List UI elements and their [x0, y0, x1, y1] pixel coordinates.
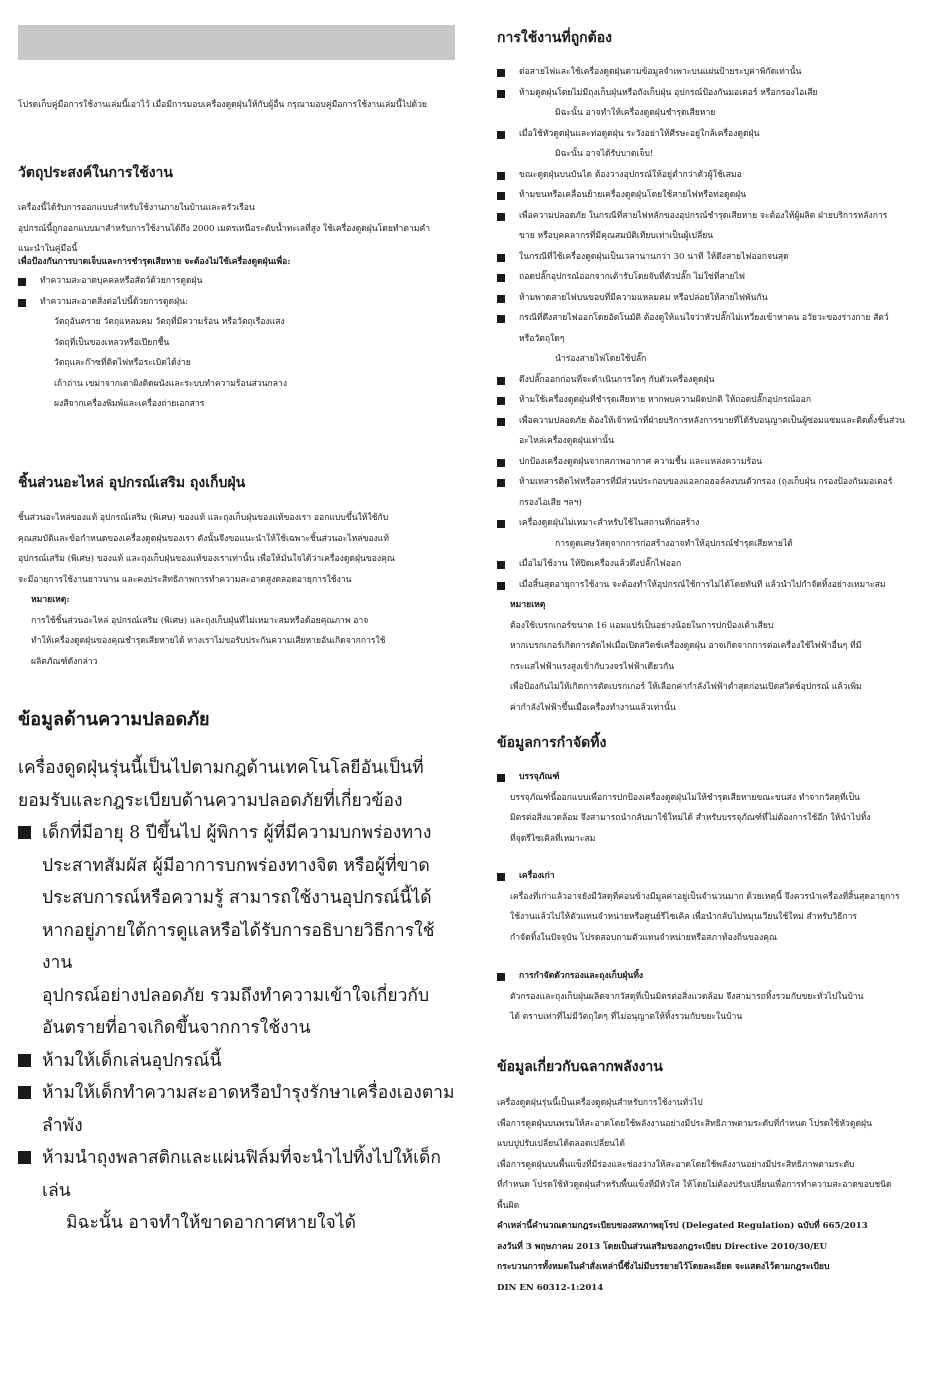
list-item: [18, 271, 455, 292]
intro-paragraph: โปรดเก็บคู่มือการใช้งานเล่มนี้เอาไว้ เมื่อมีการมอบเครื่องดูดฝุ่นให้กับผู้อื่น กรุณามอบคู่มือการใช้งานเล่มนี้ไปด้วย: [18, 100, 427, 110]
bullet-line: ประสบการณ์หรือความรู้ สามารถใช้งานอุปกรณ์นี้ได้: [42, 888, 432, 908]
list-item-text: ห้ามพาดสายไฟบนขอบที่มีความแหลมคม หรือปล่อยให้สายไฟพันกัน: [519, 292, 768, 303]
parts-line: อุปกรณ์เสริม (พิเศษ) ของแท้ และถุงเก็บฝุ่นของแท้ของเราเท่านั้น เพื่อให้มั่นใจได้ว่าเครื่องดูดฝุ่นของคุณ: [18, 554, 395, 564]
list-item-subtext: การดูดเศษวัสดุจากการก่อสร้างอาจทำให้อุปกรณ์ชำรุดเสียหายได้: [555, 538, 793, 549]
note-line: ผลิตภัณฑ์ดังกล่าว: [31, 656, 98, 667]
sub-item: วัตถุที่เป็นของเหลวหรือเปียกชื้น: [54, 337, 170, 348]
safety-intro-line: ยอมรับและกฎระเบียบด้านความปลอดภัยที่เกี่ยวข้อง: [18, 790, 403, 811]
list-item: [497, 267, 934, 288]
note-line: ต้องใช้เบรกเกอร์ขนาด 16 แอมแปร์เป็นอย่างน้อยในการปกป้องเต้าเสียบ: [510, 620, 774, 631]
sub-item: วัตถุอันตราย วัตถุแหลมคม วัตถุที่มีความร้อน หรือวัตถุเรืองแสง: [54, 317, 285, 327]
parts-text: [18, 508, 455, 672]
safety-bullet: [18, 1045, 455, 1078]
old-device-line: ใช้งานแล้วไปให้ตัวแทนจำหน่ายหรือศูนย์รีไซเคิล เพื่อนำกลับไปหมุนเวียนใช้ใหม่ สำหรับวิธีการ: [510, 912, 858, 922]
purpose-heading: วัตถุประสงค์ในการใช้งาน: [18, 165, 173, 181]
note-label: หมายเหตุ:: [31, 595, 70, 605]
bullet-square-icon: [497, 90, 505, 98]
bullet-square-icon: [497, 254, 505, 262]
filters-line: ได้ ตราบเท่าที่ไม่มีวัตถุใดๆ ที่ไม่อนุญาตให้ทิ้งรวมกับขยะในบ้าน: [510, 1012, 743, 1022]
note-line: หากเบรกเกอร์เกิดการตัดไฟเมื่อเปิดสวิตช์เครื่องดูดฝุ่น อาจเกิดจากการต่อเครื่องใช้ไฟฟ้าอื่นๆ ที่มี: [510, 641, 862, 651]
bullet-square-icon: [18, 1086, 31, 1099]
energy-heading: ข้อมูลเกี่ยวกับฉลากพลังงาน: [497, 1059, 663, 1075]
bullet-square-icon: [497, 315, 505, 323]
bullet-square-icon: [497, 561, 505, 569]
sub-item: วัตถุและก๊าซที่ติดไฟหรือระเบิดได้ง่าย: [54, 358, 191, 368]
bullet-square-icon: [497, 213, 505, 221]
parts-line: ชิ้นส่วนอะไหล่ของแท้ อุปกรณ์เสริม (พิเศษ) ของแท้ และถุงเก็บฝุ่นของแท้ของเรา ออกแบบขึ้นให้ใช้กับ: [18, 513, 389, 523]
list-item: [497, 472, 934, 513]
bullet-square-icon: [497, 459, 505, 467]
filters-line: ตัวกรองและถุงเก็บฝุ่นผลิตจากวัสดุที่เป็นมิตรต่อสิ่งแวดล้อม จึงสามารถทิ้งรวมกับขยะทั่วไปในบ้าน: [510, 991, 864, 1002]
disposal-heading: ข้อมูลการกำจัดทิ้ง: [497, 735, 607, 751]
bullet-square-icon: [497, 397, 505, 405]
parts-heading: ชิ้นส่วนอะไหล่ อุปกรณ์เสริม ถุงเก็บฝุ่น: [18, 475, 246, 491]
list-item-text: ต่อสายไฟและใช้เครื่องดูดฝุ่นตามข้อมูลจำเพาะบนแผ่นป้ายระบุค่าพิกัดเท่านั้น: [519, 67, 802, 77]
correct-use-heading: การใช้งานที่ถูกต้อง: [497, 30, 612, 46]
list-item: [497, 206, 934, 247]
list-item-text: หรือวัตถุใดๆ: [519, 333, 565, 344]
list-item: [18, 292, 455, 313]
bullet-line: ห้ามให้เด็กทำความสะอาดหรือบำรุงรักษาเครื่องเองตาม: [42, 1083, 455, 1103]
bullet-square-icon: [497, 479, 505, 487]
bullet-square-icon: [497, 274, 505, 282]
list-item: [497, 452, 934, 473]
bullet-line: อุปกรณ์อย่างปลอดภัย รวมถึงทำความเข้าใจเกี่ยวกับ: [42, 985, 430, 1006]
list-item: [497, 966, 934, 987]
list-item-text: ห้ามเทสารติดไฟหรือสารที่มีส่วนประกอบของแอลกอฮอล์ลงบนตัวกรอง (ถุงเก็บฝุ่น กรองป้องกันมอเตอร์: [519, 477, 893, 487]
safety-intro-line: เครื่องดูดฝุ่นรุ่นนี้เป็นไปตามกฎด้านเทคโนโลยีอันเป็นที่: [18, 758, 424, 778]
list-item: [497, 288, 934, 309]
note-label: หมายเหตุ: [510, 600, 546, 610]
energy-line: เพื่อการดูดฝุ่นบนพื้นแข็งที่มีร่องและช่องว่างให้สะอาดโดยใช้พลังงานอย่างมีประสิทธิภาพตามระดับ: [497, 1159, 855, 1170]
list-item-subtext: มิฉะนั้น อาจได้รับบาดเจ็บ!: [555, 149, 654, 159]
list-item: [497, 62, 934, 83]
list-item: [497, 513, 934, 554]
purpose-text: [18, 198, 455, 260]
note-line: ค่ากำลังไฟฟ้าขึ้นเมื่อเครื่องทำงานแล้วเท่านั้น: [510, 702, 676, 713]
old-device-label: เครื่องเก่า: [519, 871, 555, 881]
sub-item: ผงสีจากเครื่องพิมพ์และเครื่องถ่ายเอกสาร: [54, 399, 205, 409]
bullet-line: ประสาทสัมผัส ผู้มีอาการบกพร่องทางจิต หรือผู้ที่ขาด: [42, 855, 430, 876]
list-item-text: เมื่อสิ้นสุดอายุการใช้งาน จะต้องทำให้อุปกรณ์ใช้การไม่ได้โดยทันที แล้วนำไปกำจัดทิ้งอย่างเหมาะสม: [519, 579, 886, 590]
bullet-square-icon: [497, 69, 505, 77]
bullet-square-icon: [497, 873, 505, 881]
energy-regulation-line: DIN EN 60312-1:2014: [497, 1282, 604, 1293]
list-item-text: ขณะดูดฝุ่นบนบันได ต้องวางอุปกรณ์ให้อยู่ต่ำกว่าตัวผู้ใช้เสมอ: [519, 169, 742, 180]
list-item-text: เครื่องดูดฝุ่นไม่เหมาะสำหรับใช้ในสถานที่ก่อสร้าง: [519, 518, 700, 528]
energy-line: แบบปูปรับเปลี่ยนได้ตลอดเปลี่ยนได้: [497, 1139, 625, 1149]
bullet-line: ห้ามให้เด็กเล่นอุปกรณ์นี้: [42, 1050, 222, 1071]
safety-bullet: [18, 1077, 455, 1142]
safety-bullet-note: มิฉะนั้น อาจทำให้ขาดอากาศหายใจได้: [66, 1213, 356, 1233]
old-device-line: เครื่องที่เก่าแล้วอาจยังมีวัสดุที่ค่อนข้างมีมูลค่าอยู่เป็นจำนวนมาก ด้วยเหตุนี้ จึงควรนำเครื่องที่สิ้นสุดอายุการ: [510, 891, 900, 902]
list-item: [497, 308, 934, 370]
bullet-square-icon: [497, 172, 505, 180]
sub-item: เถ้าถ่าน เขม่าจากเตาผิงติดผนังและระบบทำความร้อนส่วนกลาง: [54, 378, 288, 389]
bullet-square-icon: [497, 520, 505, 528]
bullet-square-icon: [497, 131, 505, 139]
energy-line: เพื่อการดูดฝุ่นบนพรมให้สะอาดโดยใช้พลังงานอย่างมีประสิทธิภาพตามระดับที่กำหนด โปรดใช้หัวดูดฝุ่น: [497, 1118, 872, 1129]
bullet-square-icon: [497, 418, 505, 426]
list-item-text: กรองไอเสีย ฯลฯ): [519, 497, 582, 508]
bullet-square-icon: [497, 774, 505, 782]
old-device-block: [497, 866, 934, 948]
list-item: [497, 185, 934, 206]
list-item: [497, 165, 934, 186]
old-device-line: กำจัดทิ้งในปัจจุบัน โปรดสอบถามตัวแทนจำหน่ายหรือสภาท้องถิ่นของคุณ: [510, 932, 777, 943]
list-item-text: ปกป้องเครื่องดูดฝุ่นจากสภาพอากาศ ความชื้น และแหล่งความร้อน: [519, 456, 763, 467]
safety-body: [18, 752, 455, 1240]
energy-regulation-line: คำเหล่านี้คำนวณตามกฎระเบียบของสหภาพยุโรป (Delegated Regulation) ฉบับที่ 665/2013: [497, 1221, 868, 1231]
list-item: [497, 370, 934, 391]
bullet-line: หากอยู่ภายใต้การดูแลหรือได้รับการอธิบายวิธีการใช้งาน: [42, 920, 435, 973]
energy-line: เครื่องดูดฝุ่นรุ่นนี้เป็นเครื่องดูดฝุ่นสำหรับการใช้งานทั่วไป: [497, 1098, 703, 1108]
bullet-square-icon: [18, 299, 26, 307]
safety-bullet: [18, 817, 455, 1045]
list-item-text: ห้ามขนหรือเคลื่อนย้ายเครื่องดูดฝุ่นโดยใช้สายไฟหรือท่อดูดฝุ่น: [519, 190, 747, 200]
list-item-text: อะไหล่เครื่องดูดฝุ่นเท่านั้น: [519, 436, 614, 446]
list-item: [497, 247, 934, 268]
safety-heading: ข้อมูลด้านความปลอดภัย: [18, 709, 210, 730]
list-item: [497, 390, 934, 411]
list-item-text: ทำความสะอาดสิ่งต่อไปนี้ด้วยการดูดฝุ่น:: [40, 296, 188, 307]
list-item-text: ในกรณีที่ใช้เครื่องดูดฝุ่นเป็นเวลานานกว่า 30 นาที ให้ดึงสายไฟออกจนสุด: [519, 251, 789, 262]
purpose-line: อุปกรณ์นี้ถูกออกแบบมาสำหรับการใช้งานได้ถึง 2000 เมตรเหนือระดับน้ำทะเลที่สูง ใช้เครื่องดูดฝุ่นโดยทำตามคำแนะนำในคู่มือนี้: [18, 223, 431, 254]
filters-label: การกำจัดตัวกรองและถุงเก็บฝุ่นทิ้ง: [519, 971, 644, 981]
safety-bullet: [18, 1142, 455, 1207]
list-item-text: เมื่อไม่ใช้งาน ให้ปิดเครื่องแล้วดึงปลั๊กไฟออก: [519, 559, 682, 569]
list-item-text: ห้ามดูดฝุ่นโดยไม่มีถุงเก็บฝุ่นหรือถังเก็บฝุ่น อุปกรณ์ป้องกันมอเตอร์ หรือกรองไอเสีย: [519, 87, 818, 98]
packaging-line: ที่จุดรีไซเคิลที่เหมาะสม: [510, 833, 596, 844]
list-item: [497, 575, 934, 596]
bullet-square-icon: [497, 582, 505, 590]
energy-line: พื้นผิด: [497, 1200, 520, 1211]
list-item-text: เพื่อความปลอดภัย ต้องให้เจ้าหน้าที่ฝ่ายบริการหลังการขายที่ได้รับอนุญาตเป็นผู้ซ่อมแซมและติดตั้งชิ้นส่วน: [519, 415, 905, 426]
energy-text: [497, 1093, 934, 1298]
note-line: ทำให้เครื่องดูดฝุ่นของคุณชำรุดเสียหายได้ ทางเราไม่ขอรับประกันความเสียหายอันเกิดจากการใช้: [31, 636, 386, 646]
bullet-line: อันตรายที่อาจเกิดขึ้นจากการใช้งาน: [42, 1018, 311, 1038]
list-item-subtext: มิฉะนั้น อาจทำให้เครื่องดูดฝุ่นชำรุดเสียหาย: [555, 108, 716, 118]
list-item-text: ทำความสะอาดบุคคลหรือสัตว์ด้วยการดูดฝุ่น: [40, 276, 203, 286]
parts-line: คุณสมบัติและข้อกำหนดของเครื่องดูดฝุ่นของเรา ดังนั้นจึงขอแนะนำให้ใช้เฉพาะชิ้นส่วนอะไหล่ของแท้: [18, 533, 390, 544]
list-item-subtext: นำร่องสายไฟโดยใช้ปลั๊ก: [555, 354, 647, 364]
list-item: [497, 83, 934, 124]
list-item-text: กรณีที่ดึงสายไฟออกโดยอัตโนมัติ ต้องดูให้แน่ใจว่าหัวปลั๊กไม่เหวี่ยงเข้าหาคน อวัยวะของร่างกาย สัตว์: [519, 313, 889, 323]
bullet-square-icon: [18, 1151, 31, 1164]
list-item: [497, 767, 934, 788]
note-line: กระแสไฟฟ้าแรงสูงเข้ากับวงจรไฟฟ้าเดียวกัน: [510, 661, 675, 672]
packaging-line: มิตรต่อสิ่งแวดล้อม จึงสามารถนำกลับมาใช้ใหม่ได้ สำหรับบรรจุภัณฑ์ที่ไม่ต้องการใช้อีก ให้นำไปทิ้ง: [510, 813, 871, 823]
bullet-square-icon: [497, 377, 505, 385]
energy-line: ที่กำหนด โปรดใช้หัวดูดฝุ่นสำหรับพื้นแข็งที่มีหัวใส่ ให้โดยไม่ต้องปรับเปลี่ยนเพื่อการทำความสะอาดขอบชนิด: [497, 1180, 892, 1190]
parts-line: จะมีอายุการใช้งานยาวนาน และคงประสิทธิภาพการทำความสะอาดสูงตลอดอายุการใช้งาน: [18, 574, 352, 585]
prevent-list: [18, 271, 455, 415]
list-item-text: ห้ามใช้เครื่องดูดฝุ่นที่ชำรุดเสียหาย หากพบความผิดปกติ ให้ถอดปลั๊กอุปกรณ์ออก: [519, 395, 812, 405]
list-item-text: เมื่อใช้หัวดูดฝุ่นและท่อดูดฝุ่น ระวังอย่าให้ศีรษะอยู่ใกล้เครื่องดูดฝุ่น: [519, 128, 760, 139]
bullet-line: เด็กที่มีอายุ 8 ปีขึ้นไป ผู้พิการ ผู้ที่มีความบกพร่องทาง: [42, 823, 432, 843]
filters-block: [497, 966, 934, 1028]
packaging-label: บรรจุภัณฑ์: [519, 772, 560, 782]
list-item: [497, 866, 934, 887]
bullet-line: ห้ามนำถุงพลาสติกและแผ่นฟิล์มที่จะนำไปทิ้งไปให้เด็ก: [42, 1148, 442, 1168]
bullet-line: เล่น: [42, 1180, 71, 1201]
prevent-heading: เพื่อป้องกันการบาดเจ็บและการชำรุดเสียหาย จะต้องไม่ใช้เครื่องดูดฝุ่นเพื่อ:: [18, 257, 291, 267]
list-item-text: เพื่อความปลอดภัย ในกรณีที่สายไฟหลักของอุปกรณ์ชำรุดเสียหาย จะต้องให้ผู้ผลิต ฝ่ายบริการหลังการ: [519, 210, 888, 221]
energy-regulation-line: ลงวันที่ 3 พฤษภาคม 2013 โดยเป็นส่วนเสริมของกฎระเบียบ Directive 2010/30/EU: [497, 1241, 828, 1252]
note-line: การใช้ชิ้นส่วนอะไหล่ อุปกรณ์เสริม (พิเศษ) และถุงเก็บฝุ่นที่ไม่เหมาะสมหรือด้อยคุณภาพ อาจ: [31, 615, 369, 626]
bullet-square-icon: [18, 1054, 31, 1067]
header-bar: [18, 25, 455, 60]
bullet-square-icon: [18, 826, 31, 839]
bullet-square-icon: [497, 192, 505, 200]
list-item: [497, 124, 934, 165]
packaging-block: [497, 767, 934, 849]
bullet-square-icon: [18, 278, 26, 286]
list-item: [497, 411, 934, 452]
bullet-square-icon: [497, 295, 505, 303]
packaging-line: บรรจุภัณฑ์นี้ออกแบบเพื่อการปกป้องเครื่องดูดฝุ่นไม่ให้ชำรุดเสียหายขณะขนส่ง ทำจากวัสดุที่เป็น: [510, 792, 860, 803]
energy-regulation-line: กระบวนการทั้งหมดในคำสั่งเหล่านี้ซึ่งไม่มีบรรยายไว้โดยละเอียด จะแสดงไว้ตามกฎระเบียบ: [497, 1262, 830, 1272]
list-item-text: ดึงปลั๊กออกก่อนที่จะดำเนินการใดๆ กับตัวเครื่องดูดฝุ่น: [519, 374, 715, 385]
correct-use-list: [497, 62, 934, 718]
bullet-line: ลำพัง: [42, 1115, 83, 1136]
purpose-line: เครื่องนี้ได้รับการออกแบบสำหรับใช้งานภายในบ้านและครัวเรือน: [18, 203, 255, 213]
list-item: [497, 554, 934, 575]
bullet-square-icon: [497, 973, 505, 981]
list-item-text: ถอดปลั๊กอุปกรณ์ออกจากเต้ารับโดยจับที่ตัวปลั๊ก ไม่ใช่ที่สายไฟ: [519, 272, 745, 282]
note-line: เพื่อป้องกันไม่ให้เกิดการตัดเบรกเกอร์ ให้เลือกค่ากำลังไฟฟ้าต่ำสุดก่อนเปิดสวิตช์อุปกรณ์ แล้วเพิ่ม: [510, 682, 862, 692]
list-item-text: ขาย หรือบุคคลากรที่มีคุณสมบัติเทียบเท่าเป็นผู้เปลี่ยน: [519, 231, 714, 241]
